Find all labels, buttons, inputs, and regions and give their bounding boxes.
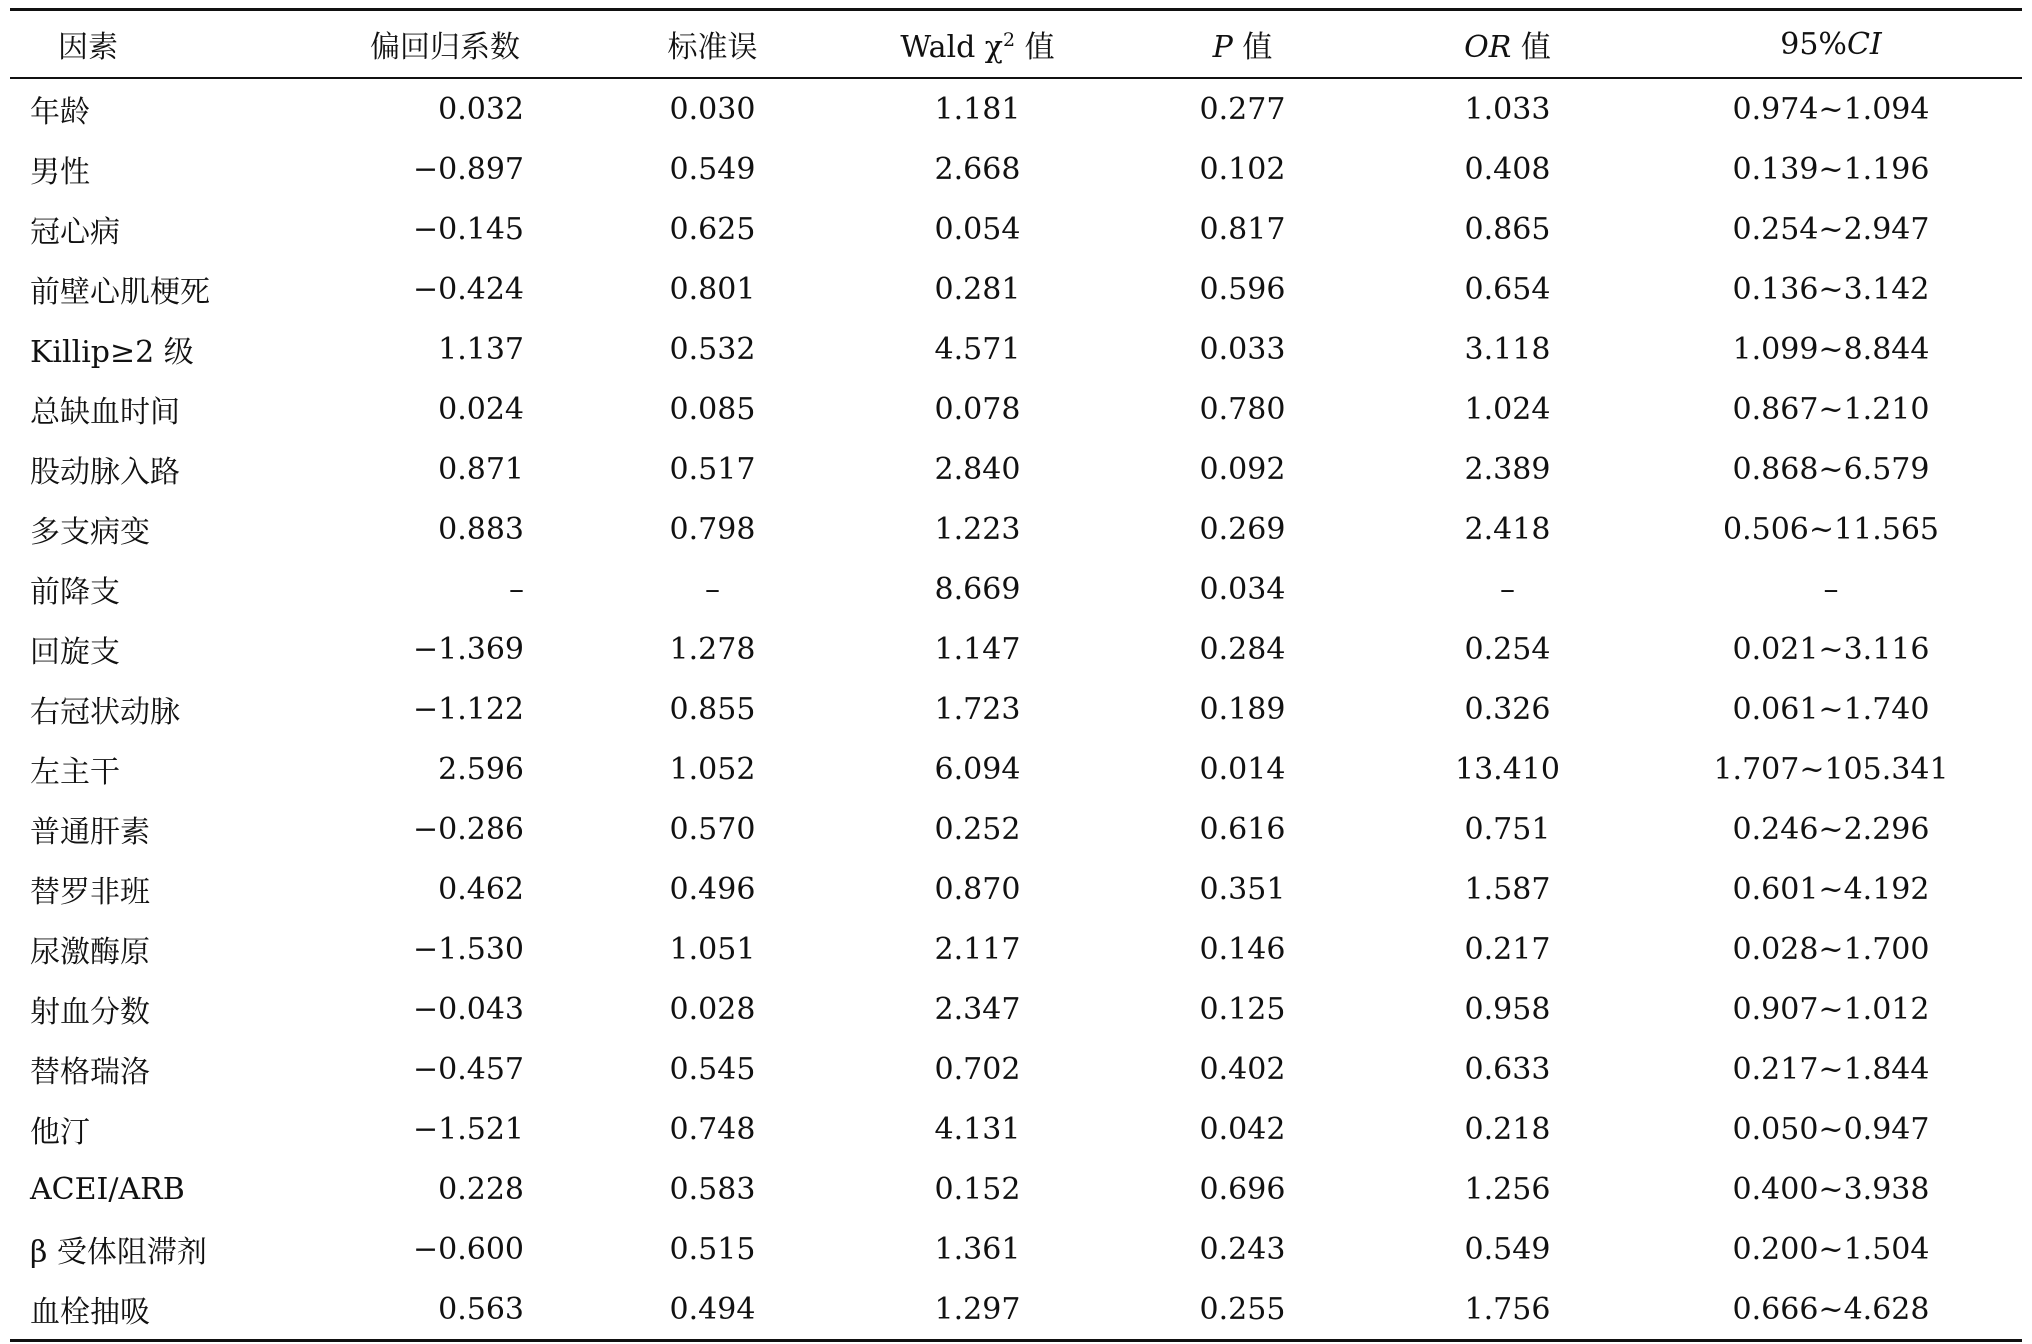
- cell-coefficient: −1.369: [412, 631, 524, 667]
- cell-confidence-interval: 1.099~8.844: [1732, 331, 1930, 367]
- cell-wald: 1.361: [934, 1231, 1021, 1267]
- header-confidence-interval: [1640, 10, 2022, 79]
- cell-factor: 总缺血时间: [30, 395, 180, 430]
- cell-factor: 普通肝素: [30, 815, 150, 850]
- table-row: [10, 78, 2022, 139]
- cell-wald: 0.152: [934, 1171, 1021, 1207]
- cell-standard-error: 0.855: [669, 691, 756, 727]
- cell-factor: 前壁心肌梗死: [30, 275, 210, 310]
- table-row: [10, 139, 2022, 199]
- table-row: [10, 439, 2022, 499]
- table-row: [10, 739, 2022, 799]
- header-coefficient: 偏回归系数: [370, 30, 520, 65]
- cell-odds-ratio: 1.756: [1464, 1291, 1551, 1327]
- cell-confidence-interval: 0.254~2.947: [1732, 211, 1930, 247]
- cell-wald: 0.252: [934, 811, 1021, 847]
- table-row: [10, 1219, 2022, 1279]
- cell-factor: 他汀: [30, 1115, 90, 1150]
- header-factor: 因素: [58, 30, 118, 65]
- cell-p-value: 0.284: [1199, 631, 1286, 667]
- cell-p-value: 0.817: [1199, 211, 1286, 247]
- table-row: [10, 1099, 2022, 1159]
- table-row: [10, 1159, 2022, 1219]
- table-row: [10, 619, 2022, 679]
- cell-wald: 2.117: [934, 931, 1021, 967]
- cell-odds-ratio: 0.751: [1464, 811, 1551, 847]
- cell-p-value: 0.033: [1199, 331, 1286, 367]
- cell-standard-error: 0.545: [669, 1051, 756, 1087]
- cell-wald: 4.131: [934, 1111, 1021, 1147]
- cell-factor: 股动脉入路: [30, 455, 180, 490]
- cell-confidence-interval: 0.021~3.116: [1732, 631, 1930, 667]
- cell-p-value: 0.102: [1199, 151, 1286, 187]
- cell-wald: 1.147: [934, 631, 1021, 667]
- cell-confidence-interval: –: [1823, 571, 1839, 607]
- cell-confidence-interval: 1.707~105.341: [1713, 751, 1949, 787]
- cell-wald: 2.840: [934, 451, 1021, 487]
- table-row: [10, 859, 2022, 919]
- cell-confidence-interval: 0.136~3.142: [1732, 271, 1930, 307]
- cell-wald: 0.870: [934, 871, 1021, 907]
- cell-odds-ratio: 1.587: [1464, 871, 1551, 907]
- table-row: [10, 319, 2022, 379]
- cell-standard-error: 0.583: [669, 1171, 756, 1207]
- cell-confidence-interval: 0.506~11.565: [1723, 511, 1939, 547]
- header-p-suffix: 值: [1232, 30, 1273, 65]
- cell-confidence-interval: 0.200~1.504: [1732, 1231, 1930, 1267]
- cell-confidence-interval: 0.217~1.844: [1732, 1051, 1930, 1087]
- cell-coefficient: 0.462: [438, 871, 524, 907]
- table-row: [10, 919, 2022, 979]
- cell-p-value: 0.243: [1199, 1231, 1286, 1267]
- table-header: [10, 10, 2022, 79]
- cell-confidence-interval: 0.867~1.210: [1732, 391, 1930, 427]
- header-or-italic: OR: [1464, 30, 1512, 65]
- cell-wald: 0.281: [934, 271, 1021, 307]
- cell-p-value: 0.042: [1199, 1111, 1286, 1147]
- cell-wald: 6.094: [934, 751, 1021, 787]
- cell-standard-error: 0.085: [669, 391, 756, 427]
- header-row: [10, 10, 2022, 79]
- cell-odds-ratio: 0.865: [1464, 211, 1551, 247]
- cell-coefficient: −1.530: [412, 931, 524, 967]
- cell-p-value: 0.616: [1199, 811, 1286, 847]
- cell-confidence-interval: 0.974~1.094: [1732, 91, 1930, 127]
- cell-p-value: 0.269: [1199, 511, 1286, 547]
- table-row: [10, 979, 2022, 1039]
- cell-p-value: 0.034: [1199, 571, 1286, 607]
- header-or-suffix: 值: [1511, 30, 1551, 65]
- cell-factor: 左主干: [30, 755, 120, 790]
- cell-confidence-interval: 0.868~6.579: [1732, 451, 1930, 487]
- cell-wald: 1.297: [934, 1291, 1021, 1327]
- cell-coefficient: −1.122: [412, 691, 524, 727]
- header-wald-prefix: Wald χ: [900, 30, 1003, 65]
- logistic-regression-table: [10, 8, 2022, 1342]
- cell-p-value: 0.402: [1199, 1051, 1286, 1087]
- cell-odds-ratio: 0.654: [1464, 271, 1551, 307]
- cell-confidence-interval: 0.061~1.740: [1732, 691, 1930, 727]
- cell-wald: 1.181: [934, 91, 1021, 127]
- cell-factor: 冠心病: [30, 215, 120, 250]
- cell-factor: 多支病变: [30, 515, 150, 550]
- cell-wald: 1.223: [934, 511, 1021, 547]
- header-wald-superscript: 2: [1003, 29, 1016, 51]
- header-odds-ratio: [1375, 10, 1640, 79]
- cell-coefficient: –: [509, 571, 524, 607]
- table-row: [10, 199, 2022, 259]
- cell-coefficient: −0.457: [412, 1051, 524, 1087]
- table-row: [10, 499, 2022, 559]
- cell-odds-ratio: 13.410: [1455, 751, 1560, 787]
- cell-coefficient: 0.228: [438, 1171, 524, 1207]
- cell-wald: 2.347: [934, 991, 1021, 1027]
- cell-coefficient: −0.145: [412, 211, 524, 247]
- cell-standard-error: 1.278: [669, 631, 756, 667]
- cell-confidence-interval: 0.050~0.947: [1732, 1111, 1930, 1147]
- cell-odds-ratio: –: [1500, 571, 1515, 607]
- cell-p-value: 0.189: [1199, 691, 1286, 727]
- cell-odds-ratio: 0.218: [1464, 1111, 1551, 1147]
- cell-coefficient: −0.424: [412, 271, 524, 307]
- cell-standard-error: 0.532: [669, 331, 756, 367]
- cell-odds-ratio: 0.408: [1464, 151, 1551, 187]
- cell-standard-error: 0.515: [669, 1231, 756, 1267]
- cell-coefficient: 0.024: [438, 391, 524, 427]
- cell-p-value: 0.696: [1199, 1171, 1286, 1207]
- cell-standard-error: 0.030: [669, 91, 756, 127]
- header-ci-italic: CI: [1846, 26, 1882, 62]
- cell-confidence-interval: 0.139~1.196: [1732, 151, 1930, 187]
- cell-wald: 0.702: [934, 1051, 1021, 1087]
- header-wald-suffix: 值: [1015, 30, 1055, 65]
- cell-wald: 0.078: [934, 391, 1021, 427]
- regression-table-container: [10, 8, 2022, 1342]
- cell-coefficient: −0.043: [412, 991, 524, 1027]
- cell-p-value: 0.014: [1199, 751, 1286, 787]
- cell-wald: 2.668: [934, 151, 1021, 187]
- cell-p-value: 0.146: [1199, 931, 1286, 967]
- cell-coefficient: 1.137: [438, 331, 524, 367]
- table-row: [10, 559, 2022, 619]
- cell-standard-error: 0.798: [669, 511, 756, 547]
- cell-p-value: 0.092: [1199, 451, 1286, 487]
- cell-odds-ratio: 1.256: [1464, 1171, 1551, 1207]
- cell-confidence-interval: 0.601~4.192: [1732, 871, 1930, 907]
- cell-wald: 4.571: [934, 331, 1021, 367]
- header-ci-prefix: 95%: [1780, 26, 1847, 62]
- table-body: [10, 78, 2022, 1341]
- cell-odds-ratio: 0.549: [1464, 1231, 1551, 1267]
- cell-p-value: 0.277: [1199, 91, 1286, 127]
- cell-factor: 射血分数: [30, 995, 150, 1030]
- cell-odds-ratio: 0.326: [1464, 691, 1551, 727]
- cell-standard-error: 0.549: [669, 151, 756, 187]
- cell-coefficient: 2.596: [438, 751, 524, 787]
- table-row: [10, 259, 2022, 319]
- cell-factor: 前降支: [30, 575, 120, 610]
- cell-confidence-interval: 0.400~3.938: [1732, 1171, 1930, 1207]
- cell-coefficient: 0.871: [438, 451, 524, 487]
- cell-factor: Killip≥2 级: [30, 335, 194, 370]
- cell-p-value: 0.780: [1199, 391, 1286, 427]
- cell-odds-ratio: 0.217: [1464, 931, 1551, 967]
- header-standard-error: 标准误: [667, 30, 758, 65]
- cell-odds-ratio: 2.418: [1464, 511, 1551, 547]
- cell-coefficient: −1.521: [412, 1111, 524, 1147]
- cell-standard-error: 0.028: [669, 991, 756, 1027]
- header-p-value: [1110, 10, 1375, 79]
- cell-p-value: 0.596: [1199, 271, 1286, 307]
- cell-factor: ACEI/ARB: [30, 1171, 185, 1207]
- cell-standard-error: 1.052: [669, 751, 756, 787]
- cell-factor: β 受体阻滞剂: [30, 1235, 207, 1270]
- cell-factor: 尿激酶原: [30, 935, 150, 970]
- cell-p-value: 0.125: [1199, 991, 1286, 1027]
- cell-odds-ratio: 0.633: [1464, 1051, 1551, 1087]
- table-row: [10, 1279, 2022, 1341]
- cell-coefficient: 0.032: [438, 91, 524, 127]
- table-row: [10, 799, 2022, 859]
- cell-confidence-interval: 0.246~2.296: [1732, 811, 1930, 847]
- cell-odds-ratio: 0.958: [1464, 991, 1551, 1027]
- cell-factor: 年龄: [30, 95, 90, 130]
- cell-factor: 男性: [30, 155, 90, 190]
- cell-wald: 8.669: [934, 571, 1021, 607]
- cell-standard-error: 0.494: [669, 1291, 756, 1327]
- cell-wald: 1.723: [934, 691, 1021, 727]
- table-row: [10, 679, 2022, 739]
- cell-coefficient: −0.600: [412, 1231, 524, 1267]
- cell-confidence-interval: 0.666~4.628: [1732, 1291, 1930, 1327]
- cell-p-value: 0.255: [1199, 1291, 1286, 1327]
- cell-standard-error: –: [705, 571, 720, 607]
- cell-confidence-interval: 0.028~1.700: [1732, 931, 1930, 967]
- cell-coefficient: 0.563: [438, 1291, 524, 1327]
- header-p-italic: P: [1212, 30, 1233, 65]
- cell-odds-ratio: 3.118: [1464, 331, 1551, 367]
- cell-standard-error: 0.517: [669, 451, 756, 487]
- cell-wald: 0.054: [934, 211, 1021, 247]
- cell-odds-ratio: 2.389: [1464, 451, 1551, 487]
- header-wald-chi-square: [845, 10, 1110, 79]
- cell-odds-ratio: 1.033: [1464, 91, 1551, 127]
- cell-coefficient: −0.286: [412, 811, 524, 847]
- cell-factor: 回旋支: [30, 635, 120, 670]
- table-row: [10, 1039, 2022, 1099]
- table-row: [10, 379, 2022, 439]
- cell-coefficient: 0.883: [438, 511, 524, 547]
- cell-odds-ratio: 0.254: [1464, 631, 1551, 667]
- cell-standard-error: 0.496: [669, 871, 756, 907]
- cell-standard-error: 0.570: [669, 811, 756, 847]
- cell-coefficient: −0.897: [412, 151, 524, 187]
- cell-odds-ratio: 1.024: [1464, 391, 1551, 427]
- cell-factor: 右冠状动脉: [30, 695, 180, 730]
- cell-factor: 血栓抽吸: [30, 1295, 150, 1330]
- cell-standard-error: 0.625: [669, 211, 756, 247]
- cell-p-value: 0.351: [1199, 871, 1286, 907]
- cell-standard-error: 0.748: [669, 1111, 756, 1147]
- cell-factor: 替格瑞洛: [30, 1055, 150, 1090]
- cell-confidence-interval: 0.907~1.012: [1732, 991, 1930, 1027]
- cell-standard-error: 0.801: [669, 271, 756, 307]
- cell-factor: 替罗非班: [30, 875, 150, 910]
- cell-standard-error: 1.051: [669, 931, 756, 967]
